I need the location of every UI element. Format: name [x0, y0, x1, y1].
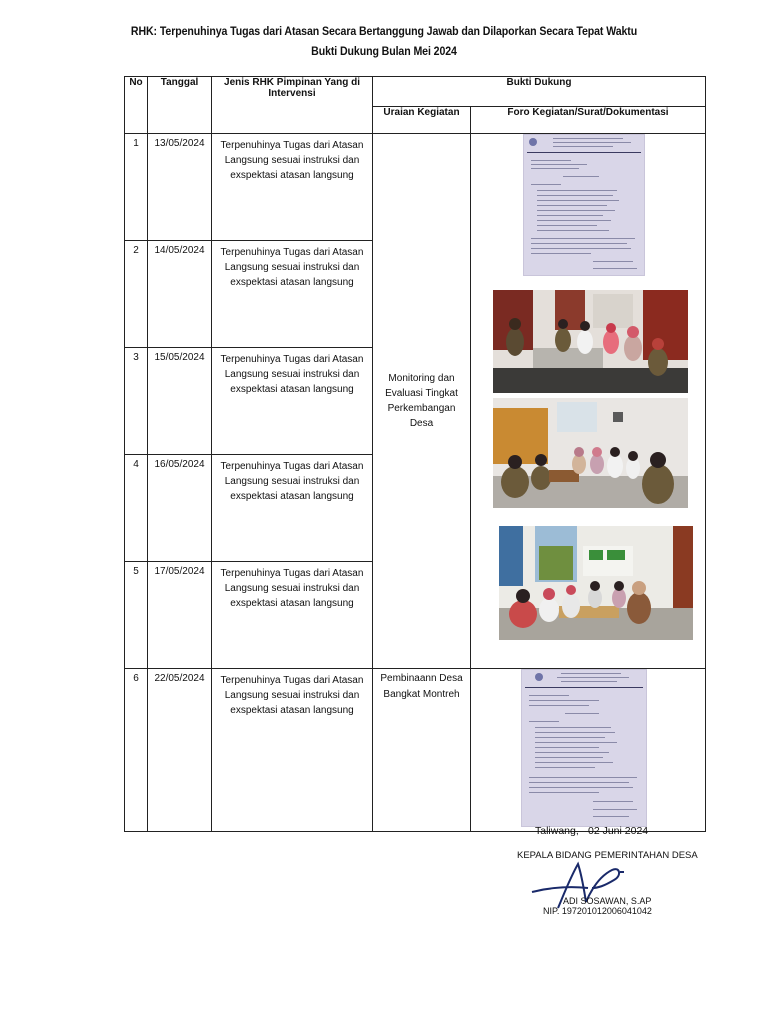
- header-foto: Foro Kegiatan/Surat/Dokumentasi: [471, 107, 706, 134]
- signature-date: 02 Juni 2024: [588, 825, 649, 837]
- row-jenis: Terpenuhinya Tugas dari Atasan Langsung sesuai instruksi dan exspektasi atasan langsung: [212, 562, 373, 669]
- row-jenis: Terpenuhinya Tugas dari Atasan Langsung sesuai instruksi dan exspektasi atasan langsung: [212, 241, 373, 348]
- meeting-photo: [499, 526, 693, 640]
- row-date: 14/05/2024: [148, 241, 212, 348]
- header-jenis: Jenis RHK Pimpinan Yang di Intervensi: [212, 77, 373, 134]
- row-jenis: Terpenuhinya Tugas dari Atasan Langsung sesuai instruksi dan exspektasi atasan langsung: [212, 134, 373, 241]
- header-uraian: Uraian Kegiatan: [373, 107, 471, 134]
- row-date: 13/05/2024: [148, 134, 212, 241]
- meeting-photo: [493, 290, 688, 393]
- row-no: 2: [125, 241, 148, 348]
- row-date: 17/05/2024: [148, 562, 212, 669]
- row-no: 1: [125, 134, 148, 241]
- evidence-cell: [471, 134, 706, 669]
- row-date: 22/05/2024: [148, 669, 212, 832]
- document-subtitle: Bukti Dukung Bulan Mei 2024: [311, 46, 457, 58]
- row-date: 16/05/2024: [148, 455, 212, 562]
- signature-role: KEPALA BIDANG PEMERINTAHAN DESA: [517, 850, 698, 861]
- evidence-cell: [471, 669, 706, 832]
- header-bukti-dukung: Bukti Dukung: [373, 77, 706, 107]
- row-uraian: Monitoring dan Evaluasi Tingkat Perkembangan Desa: [373, 134, 471, 669]
- header-no: No: [125, 77, 148, 134]
- row-no: 4: [125, 455, 148, 562]
- row-no: 5: [125, 562, 148, 669]
- evidence-table: [124, 76, 706, 832]
- row-no: 3: [125, 348, 148, 455]
- signature-name: ADI SOSAWAN, S.AP: [563, 896, 652, 906]
- scanned-letter-image: [523, 134, 645, 276]
- header-tanggal: Tanggal: [148, 77, 212, 134]
- table-row: [125, 134, 706, 241]
- row-jenis: Terpenuhinya Tugas dari Atasan Langsung sesuai instruksi dan exspektasi atasan langsung: [212, 669, 373, 832]
- signature-place: Taliwang,: [535, 825, 579, 837]
- row-jenis: Terpenuhinya Tugas dari Atasan Langsung sesuai instruksi dan exspektasi atasan langsung: [212, 348, 373, 455]
- scanned-letter-image: [521, 669, 647, 827]
- row-jenis: Terpenuhinya Tugas dari Atasan Langsung sesuai instruksi dan exspektasi atasan langsung: [212, 455, 373, 562]
- table-row: [125, 669, 706, 832]
- signature-nip: NIP. 197201012006041042: [543, 906, 652, 916]
- row-uraian: Pembinaann Desa Bangkat Montreh: [373, 669, 471, 832]
- meeting-photo: [493, 398, 688, 508]
- row-date: 15/05/2024: [148, 348, 212, 455]
- row-no: 6: [125, 669, 148, 832]
- document-title: RHK: Terpenuhinya Tugas dari Atasan Secara Bertanggung Jawab dan Dilaporkan Secara Tepat Waktu: [130, 26, 638, 38]
